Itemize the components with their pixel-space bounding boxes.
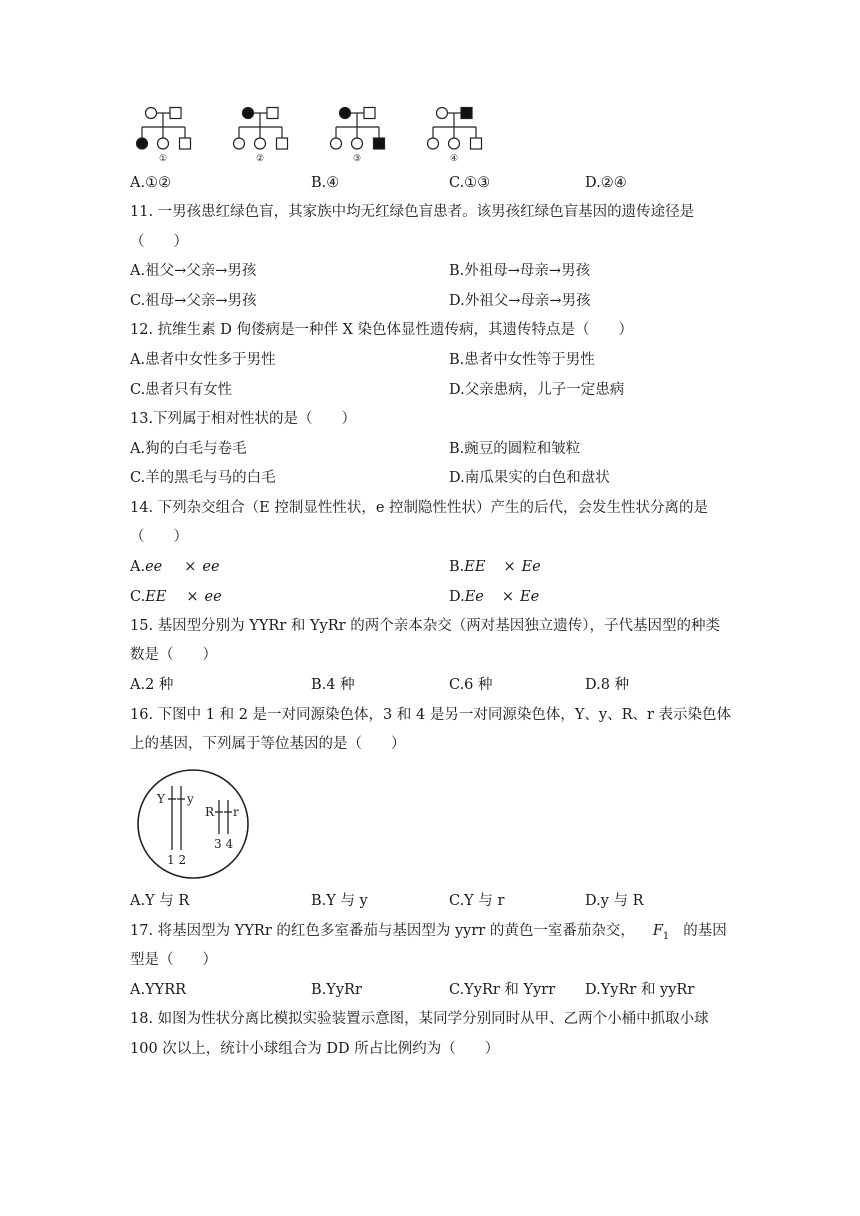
q14-option-a-cross: ×	[184, 559, 197, 575]
q18-stem: 18. 如图为性状分离比模拟实验装置示意图，某同学分别同时从甲、乙两个小桶中抓取小球	[130, 1011, 709, 1027]
q13-option-b: B.豌豆的圆粒和皱粒	[449, 441, 581, 457]
q17-stem-cont: 型是（ ）	[130, 952, 217, 968]
q14-option-b-parent2: Ee	[521, 559, 541, 575]
q14-option-c-parent2: ee	[204, 589, 222, 605]
q15-option-b: B.4 种	[311, 677, 355, 693]
q16-option-a: A.Y 与 R	[130, 893, 190, 909]
chromosome-number-3-4: 3 4	[214, 837, 234, 851]
q16-option-d: D.y 与 R	[585, 893, 644, 909]
q12-stem: 12. 抗维生素 D 佝偻病是一种伴 X 染色体显性遗传病，其遗传特点是（ ）	[130, 322, 634, 338]
q13-option-d: D.南瓜果实的白色和盘状	[449, 470, 610, 486]
q14-option-c-cross: ×	[186, 589, 199, 605]
pedigree-1	[137, 108, 191, 150]
q14-stem-cont: （ ）	[130, 529, 188, 545]
gene-label-y: y	[187, 792, 194, 806]
pedigree-label-4: ④	[449, 154, 459, 164]
chromosome-figure	[135, 768, 253, 882]
q17-option-a: A.YYRR	[130, 982, 187, 998]
q17-option-c: C.YyRr 和 Yyrr	[449, 982, 556, 998]
q14-option-d-parent1: Ee	[464, 589, 484, 605]
q13-option-a: A.狗的白毛与卷毛	[130, 441, 247, 457]
q14-option-b-parent1: EE	[464, 559, 486, 575]
q14-option-c-parent1: EE	[145, 589, 167, 605]
q11-option-d: D.外祖父→母亲→男孩	[449, 293, 591, 309]
q15-stem-cont: 数是（ ）	[130, 647, 217, 663]
pedigree-label-2: ②	[255, 154, 265, 164]
q15-option-c: C.6 种	[449, 677, 493, 693]
q15-stem: 15. 基因型分别为 YYRr 和 YyRr 的两个亲本杂交（两对基因独立遗传），子代基因型的种类	[130, 618, 720, 634]
pedigree-4	[428, 108, 482, 150]
gene-label-Y: Y	[157, 792, 165, 806]
q14-option-c-letter: C.	[130, 589, 146, 605]
pedigree-label-3: ③	[352, 154, 362, 164]
pedigree-label-1: ①	[158, 154, 168, 164]
q17-f1-subscript: 1	[662, 930, 670, 942]
q16-stem: 16. 下图中 1 和 2 是一对同源染色体，3 和 4 是另一对同源染色体，Y、y、R、r 表示染色体	[130, 707, 732, 723]
q10-option-c: C.①③	[449, 175, 491, 191]
q12-option-d: D.父亲患病，儿子一定患病	[449, 382, 625, 398]
q14-option-b	[449, 557, 541, 577]
q10-option-d: D.②④	[585, 175, 627, 191]
q14-option-d-letter: D.	[449, 589, 465, 605]
q13-stem: 13.下列属于相对性状的是（ ）	[130, 411, 357, 427]
q14-option-d-parent2: Ee	[520, 589, 540, 605]
q12-option-b: B.患者中女性等于男性	[449, 352, 595, 368]
q17-option-b: B.YyRr	[311, 982, 362, 998]
q14-option-d	[449, 587, 539, 607]
q14-option-a-parent1: ee	[145, 559, 163, 575]
q17-stem-part2: 的基因	[683, 923, 727, 939]
q18-stem-cont: 100 次以上，统计小球组合为 DD 所占比例约为（ ）	[130, 1041, 500, 1057]
q14-stem: 14. 下列杂交组合（E 控制显性性状，e 控制隐性性状）产生的后代，会发生性状分离的是	[130, 500, 709, 516]
q10-option-a: A.①②	[130, 175, 172, 191]
q11-stem: 11. 一男孩患红绿色盲，其家族中均无红绿色盲患者。该男孩红绿色盲基因的遗传途径是	[130, 204, 695, 220]
q12-option-a: A.患者中女性多于男性	[130, 352, 276, 368]
q11-stem-cont: （ ）	[130, 234, 188, 250]
q11-option-b: B.外祖母→母亲→男孩	[449, 263, 591, 279]
gene-label-r: r	[233, 805, 239, 819]
pedigree-2	[234, 108, 288, 150]
q14-option-b-cross: ×	[503, 559, 516, 575]
q16-stem-cont: 上的基因，下列属于等位基因的是（ ）	[130, 736, 406, 752]
q14-option-b-letter: B.	[449, 559, 465, 575]
q15-option-d: D.8 种	[585, 677, 630, 693]
pedigree-3	[331, 108, 385, 150]
q11-option-a: A.祖父→父亲→男孩	[130, 263, 257, 279]
q10-option-b: B.④	[311, 175, 340, 191]
q17-option-d: D.YyRr 和 yyRr	[585, 982, 695, 998]
q16-option-c: C.Y 与 r	[449, 893, 505, 909]
q14-option-a-letter: A.	[130, 559, 146, 575]
q17-stem	[130, 921, 727, 947]
q14-option-a	[130, 557, 220, 577]
q14-option-a-parent2: ee	[202, 559, 220, 575]
q14-option-c	[130, 587, 222, 607]
q17-stem-part1: 17. 将基因型为 YYRr 的红色多室番茄与基因型为 yyrr 的黄色一室番茄杂交，	[130, 923, 635, 939]
chromosome-number-1-2: 1 2	[167, 853, 187, 867]
q13-option-c: C.羊的黑毛与马的白毛	[130, 470, 276, 486]
pedigree-figure	[130, 102, 500, 164]
q12-option-c: C.患者只有女性	[130, 382, 233, 398]
q17-f1-symbol: F	[652, 923, 663, 939]
q11-option-c: C.祖母→父亲→男孩	[130, 293, 257, 309]
q16-option-b: B.Y 与 y	[311, 893, 368, 909]
q14-option-d-cross: ×	[501, 589, 515, 605]
q15-option-a: A.2 种	[130, 677, 174, 693]
gene-label-R: R	[205, 805, 215, 819]
